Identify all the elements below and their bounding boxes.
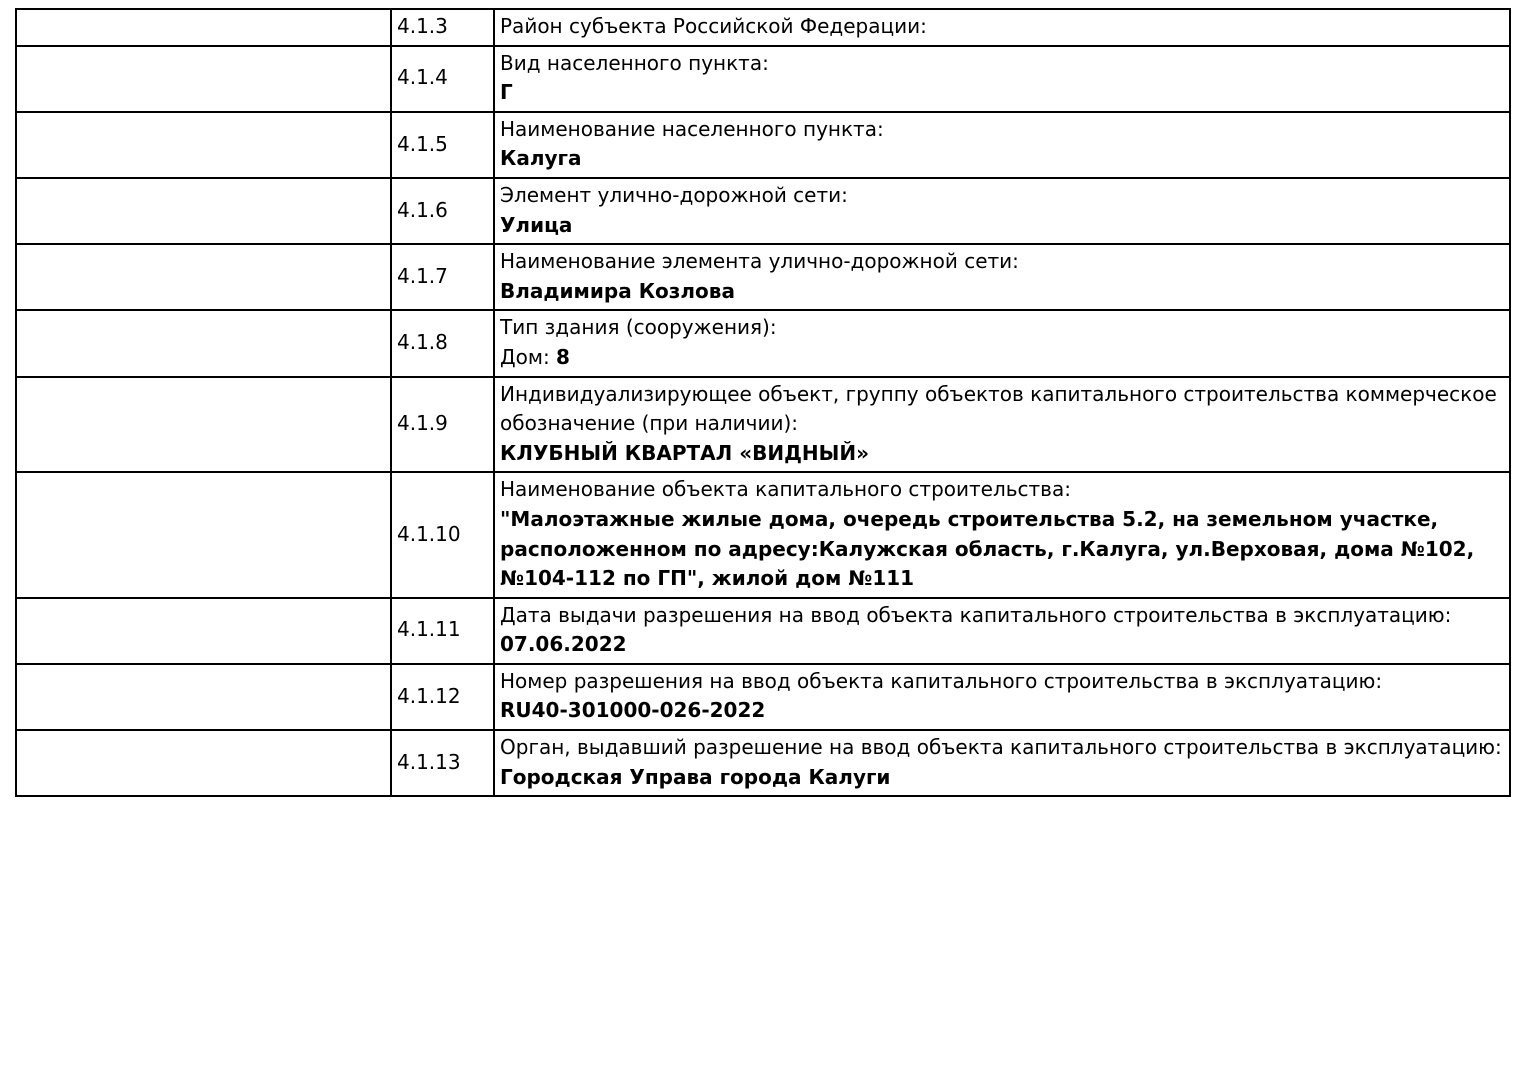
field-label: Элемент улично-дорожной сети: — [500, 182, 848, 207]
field-label: Вид населенного пункта: — [500, 50, 769, 75]
row-content-cell — [494, 730, 1510, 796]
field-value: Владимира Козлова — [500, 278, 735, 303]
table-row — [16, 377, 1510, 473]
field-value: Улица — [500, 212, 573, 237]
row-number-cell: 4.1.6 — [391, 178, 494, 244]
field-value: КЛУБНЫЙ КВАРТАЛ «ВИДНЫЙ» — [500, 440, 870, 465]
field-label: Район субъекта Российской Федерации: — [500, 14, 927, 38]
field-value: Калуга — [500, 146, 582, 171]
table-row — [16, 46, 1510, 112]
row-content-cell — [494, 244, 1510, 310]
field-label: Номер разрешения на ввод объекта капитального строительства в эксплуатацию: — [500, 668, 1383, 693]
row-empty-cell — [16, 664, 391, 730]
field-label: Орган, выдавший разрешение на ввод объекта капитального строительства в эксплуатацию: — [500, 735, 1502, 760]
row-number-cell: 4.1.5 — [391, 112, 494, 178]
field-label: Наименование объекта капитального строительства: — [500, 477, 1071, 502]
field-value: 07.06.2022 — [500, 632, 627, 657]
table-row — [16, 178, 1510, 244]
row-empty-cell — [16, 112, 391, 178]
row-content-cell — [494, 664, 1510, 730]
row-content-cell — [494, 598, 1510, 664]
row-number-cell: 4.1.8 — [391, 310, 494, 376]
row-number-cell: 4.1.7 — [391, 244, 494, 310]
row-empty-cell — [16, 46, 391, 112]
row-empty-cell — [16, 730, 391, 796]
field-value — [500, 343, 1503, 373]
field-value: Городская Управа города Калуги — [500, 764, 891, 789]
row-empty-cell — [16, 310, 391, 376]
row-number-cell: 4.1.3 — [391, 9, 494, 46]
row-content-cell — [494, 46, 1510, 112]
table-row — [16, 598, 1510, 664]
field-value-prefix: Дом: — [500, 344, 557, 369]
field-value: Г — [500, 80, 513, 105]
field-label: Тип здания (сооружения): — [500, 315, 777, 340]
field-value-text: 8 — [556, 344, 570, 369]
row-empty-cell — [16, 598, 391, 664]
registry-table — [15, 8, 1511, 797]
table-row — [16, 730, 1510, 796]
field-value: "Малоэтажные жилые дома, очередь строительства 5.2, на земельном участке, расположенном по адресу:Калужская область, г.Калуга, ул.Верховая, дома №102, №104-112 по ГП", жилой дом №111 — [500, 506, 1475, 591]
row-content-cell — [494, 377, 1510, 473]
field-label: Наименование элемента улично-дорожной сети: — [500, 249, 1019, 274]
row-number-cell: 4.1.11 — [391, 598, 494, 664]
field-value: RU40-301000-026-2022 — [500, 698, 766, 723]
field-label: Индивидуализирующее объект, группу объектов капитального строительства коммерческое обозначение (при наличии): — [500, 381, 1497, 436]
row-number-cell: 4.1.12 — [391, 664, 494, 730]
field-label: Дата выдачи разрешения на ввод объекта капитального строительства в эксплуатацию: — [500, 602, 1452, 627]
table-row — [16, 472, 1510, 597]
table-row — [16, 112, 1510, 178]
table-row — [16, 310, 1510, 376]
row-empty-cell — [16, 244, 391, 310]
row-content-cell — [494, 112, 1510, 178]
table-row — [16, 664, 1510, 730]
row-content-cell — [494, 9, 1510, 46]
table-row — [16, 244, 1510, 310]
row-number-cell: 4.1.13 — [391, 730, 494, 796]
row-empty-cell — [16, 472, 391, 597]
registry-table-body — [16, 9, 1510, 796]
table-row — [16, 9, 1510, 46]
row-content-cell — [494, 178, 1510, 244]
row-number-cell: 4.1.10 — [391, 472, 494, 597]
row-content-cell — [494, 472, 1510, 597]
field-label: Наименование населенного пункта: — [500, 116, 884, 141]
row-number-cell: 4.1.9 — [391, 377, 494, 473]
row-empty-cell — [16, 377, 391, 473]
row-content-cell — [494, 310, 1510, 376]
row-empty-cell — [16, 178, 391, 244]
row-empty-cell — [16, 9, 391, 46]
row-number-cell: 4.1.4 — [391, 46, 494, 112]
